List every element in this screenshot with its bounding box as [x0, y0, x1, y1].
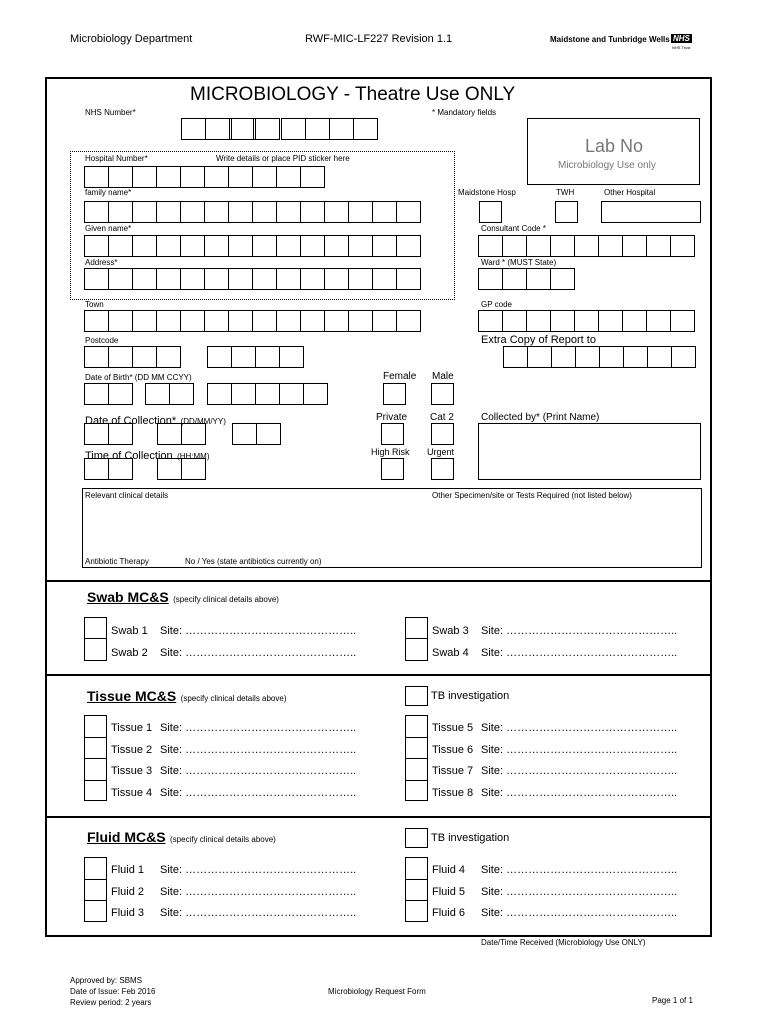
nhs-number-label: NHS Number*	[85, 108, 136, 117]
female-checkbox[interactable]	[383, 383, 406, 405]
other-hospital-label: Other Hospital	[604, 188, 656, 197]
mandatory-note: * Mandatory fields	[432, 108, 497, 117]
private-checkbox[interactable]	[381, 423, 404, 445]
collection-date-label: Date of Collection*	[85, 415, 177, 427]
collection-month[interactable]	[157, 423, 205, 445]
tissue-note: (specify clinical details above)	[180, 694, 287, 703]
swab-2-label: Swab 2	[111, 647, 148, 659]
fluid-6-site[interactable]: Site: ………………………………………..	[481, 907, 678, 919]
collection-day[interactable]	[84, 423, 132, 445]
fluid-4-label: Fluid 4	[432, 864, 466, 876]
given-name-label: Given name*	[85, 224, 132, 233]
fluid-left-checkbox-group[interactable]	[84, 857, 107, 922]
tissue-3-site[interactable]: Site: ………………………………………..	[160, 765, 357, 777]
high-risk-label: High Risk	[371, 447, 410, 457]
tissue-3-label: Tissue 3	[111, 765, 153, 777]
form-code: RWF-MIC-LF227 Revision 1.1	[305, 33, 453, 45]
fluid-tb-checkbox[interactable]	[405, 828, 428, 848]
fluid-title: Fluid MC&S	[87, 829, 166, 845]
other-hospital-input[interactable]	[601, 201, 701, 223]
swab-note: (specify clinical details above)	[173, 595, 279, 604]
antibiotic-label: Antibiotic Therapy	[85, 557, 149, 566]
collected-by-label: Collected by* (Print Name)	[481, 412, 600, 423]
nhs-logo: NHS	[673, 34, 690, 43]
swab-left-checkbox-group[interactable]	[84, 617, 107, 661]
swab-3-site[interactable]: Site: ………………………………………..	[481, 625, 678, 637]
review-period: Review period: 2 years	[70, 998, 152, 1007]
twh-label: TWH	[556, 188, 575, 197]
page-number: Page 1 of 1	[652, 996, 693, 1005]
date-received-label: Date/Time Received (Microbiology Use ONLY)	[481, 938, 646, 947]
tissue-6-label: Tissue 6	[432, 744, 474, 756]
tissue-8-site[interactable]: Site: ………………………………………..	[481, 787, 678, 799]
maidstone-label: Maidstone Hosp	[458, 188, 516, 197]
tissue-4-site[interactable]: Site: ………………………………………..	[160, 787, 357, 799]
male-checkbox[interactable]	[431, 383, 454, 405]
fluid-3-label: Fluid 3	[111, 907, 145, 919]
hospital-number-boxes[interactable]	[84, 166, 324, 188]
dob-year[interactable]	[207, 383, 327, 405]
swab-right-checkbox-group[interactable]	[405, 617, 428, 661]
swab-2-site[interactable]: Site: ………………………………………..	[160, 647, 357, 659]
tissue-1-label: Tissue 1	[111, 722, 153, 734]
trust-name: Maidstone and Tunbridge Wells	[550, 35, 670, 44]
fluid-tb-label: TB investigation	[431, 832, 510, 844]
tissue-5-site[interactable]: Site: ………………………………………..	[481, 722, 678, 734]
address-label: Address*	[85, 258, 118, 267]
fluid-2-site[interactable]: Site: ………………………………………..	[160, 886, 357, 898]
family-name-boxes[interactable]	[84, 201, 420, 223]
lab-no-title: Lab No	[585, 136, 644, 156]
family-name-label: family name*	[85, 188, 132, 197]
maidstone-checkbox[interactable]	[479, 201, 502, 223]
fluid-6-label: Fluid 6	[432, 907, 466, 919]
extra-copy-boxes[interactable]	[503, 346, 695, 368]
fluid-1-site[interactable]: Site: ………………………………………..	[160, 864, 357, 876]
form-name: Microbiology Request Form	[328, 987, 426, 996]
swab-1-site[interactable]: Site: ………………………………………..	[160, 625, 357, 637]
twh-checkbox[interactable]	[555, 201, 578, 223]
postcode-boxes-1[interactable]	[84, 346, 180, 368]
tissue-tb-checkbox[interactable]	[405, 686, 428, 706]
dob-month[interactable]	[145, 383, 193, 405]
page-title: MICROBIOLOGY - Theatre Use ONLY	[190, 84, 516, 105]
hospital-number-label: Hospital Number*	[85, 154, 148, 163]
tissue-title: Tissue MC&S	[87, 688, 177, 704]
swab-title: Swab MC&S	[87, 589, 169, 605]
cat2-label: Cat 2	[430, 412, 454, 423]
antibiotic-yes-no: No / Yes (state antibiotics currently on)	[185, 557, 322, 566]
fluid-note: (specify clinical details above)	[170, 835, 276, 844]
tissue-8-label: Tissue 8	[432, 787, 474, 799]
high-risk-checkbox[interactable]	[381, 458, 404, 480]
tissue-7-label: Tissue 7	[432, 765, 474, 777]
ward-label: Ward * (MUST State)	[481, 258, 557, 267]
lab-no-sub: Microbiology Use only	[558, 160, 656, 171]
swab-3-label: Swab 3	[432, 625, 469, 637]
tissue-4-label: Tissue 4	[111, 787, 153, 799]
gp-code-boxes[interactable]	[478, 310, 694, 332]
fluid-3-site[interactable]: Site: ………………………………………..	[160, 907, 357, 919]
fluid-2-label: Fluid 2	[111, 886, 145, 898]
trust-sub: NHS Trust	[672, 45, 691, 50]
pid-note: Write details or place PID sticker here	[216, 154, 350, 163]
fluid-5-site[interactable]: Site: ………………………………………..	[481, 886, 678, 898]
town-label: Town	[85, 300, 104, 309]
consultant-code-boxes[interactable]	[478, 235, 694, 257]
tissue-2-site[interactable]: Site: ………………………………………..	[160, 744, 357, 756]
tissue-5-label: Tissue 5	[432, 722, 474, 734]
collected-by-input[interactable]	[478, 423, 701, 480]
date-of-issue: Date of Issue: Feb 2016	[70, 987, 156, 996]
clinical-details-label: Relevant clinical details	[85, 491, 169, 500]
swab-1-label: Swab 1	[111, 625, 148, 637]
collection-year[interactable]	[232, 423, 280, 445]
collection-time-format: (HH:MM)	[177, 452, 210, 461]
tissue-7-site[interactable]: Site: ………………………………………..	[481, 765, 678, 777]
tissue-2-label: Tissue 2	[111, 744, 153, 756]
collection-date-format: (DD/MM/YY)	[180, 417, 226, 426]
extra-copy-label: Extra Copy of Report to	[481, 334, 596, 346]
swab-4-label: Swab 4	[432, 647, 469, 659]
given-name-boxes[interactable]	[84, 235, 420, 257]
clinical-details-box[interactable]	[82, 488, 702, 568]
urgent-label: Urgent	[427, 447, 455, 457]
collection-hour[interactable]	[84, 458, 132, 480]
fluid-1-label: Fluid 1	[111, 864, 145, 876]
collection-time-label: Time of Collection	[85, 450, 173, 462]
approved-by: Approved by: SBMS	[70, 976, 143, 985]
cat2-checkbox[interactable]	[431, 423, 454, 445]
tissue-6-site[interactable]: Site: ………………………………………..	[481, 744, 678, 756]
address-boxes[interactable]	[84, 268, 420, 290]
postcode-boxes-2[interactable]	[207, 346, 303, 368]
urgent-checkbox[interactable]	[431, 458, 454, 480]
dob-day[interactable]	[84, 383, 132, 405]
gp-code-label: GP code	[481, 300, 512, 309]
consultant-code-label: Consultant Code *	[481, 224, 546, 233]
swab-4-site[interactable]: Site: ………………………………………..	[481, 647, 678, 659]
male-label: Male	[432, 371, 454, 382]
fluid-4-site[interactable]: Site: ………………………………………..	[481, 864, 678, 876]
fluid-right-checkbox-group[interactable]	[405, 857, 428, 922]
tissue-1-site[interactable]: Site: ………………………………………..	[160, 722, 357, 734]
town-boxes[interactable]	[84, 310, 420, 332]
postcode-label: Postcode	[85, 336, 119, 345]
other-specimen-label: Other Specimen/site or Tests Required (not listed below)	[432, 491, 632, 500]
dob-label: Date of Birth* (DD MM CCYY)	[85, 373, 192, 382]
fluid-5-label: Fluid 5	[432, 886, 466, 898]
department-label: Microbiology Department	[70, 33, 193, 45]
female-label: Female	[383, 371, 417, 382]
collection-minute[interactable]	[157, 458, 205, 480]
private-label: Private	[376, 412, 408, 423]
tissue-tb-label: TB investigation	[431, 690, 510, 702]
ward-boxes[interactable]	[478, 268, 574, 290]
